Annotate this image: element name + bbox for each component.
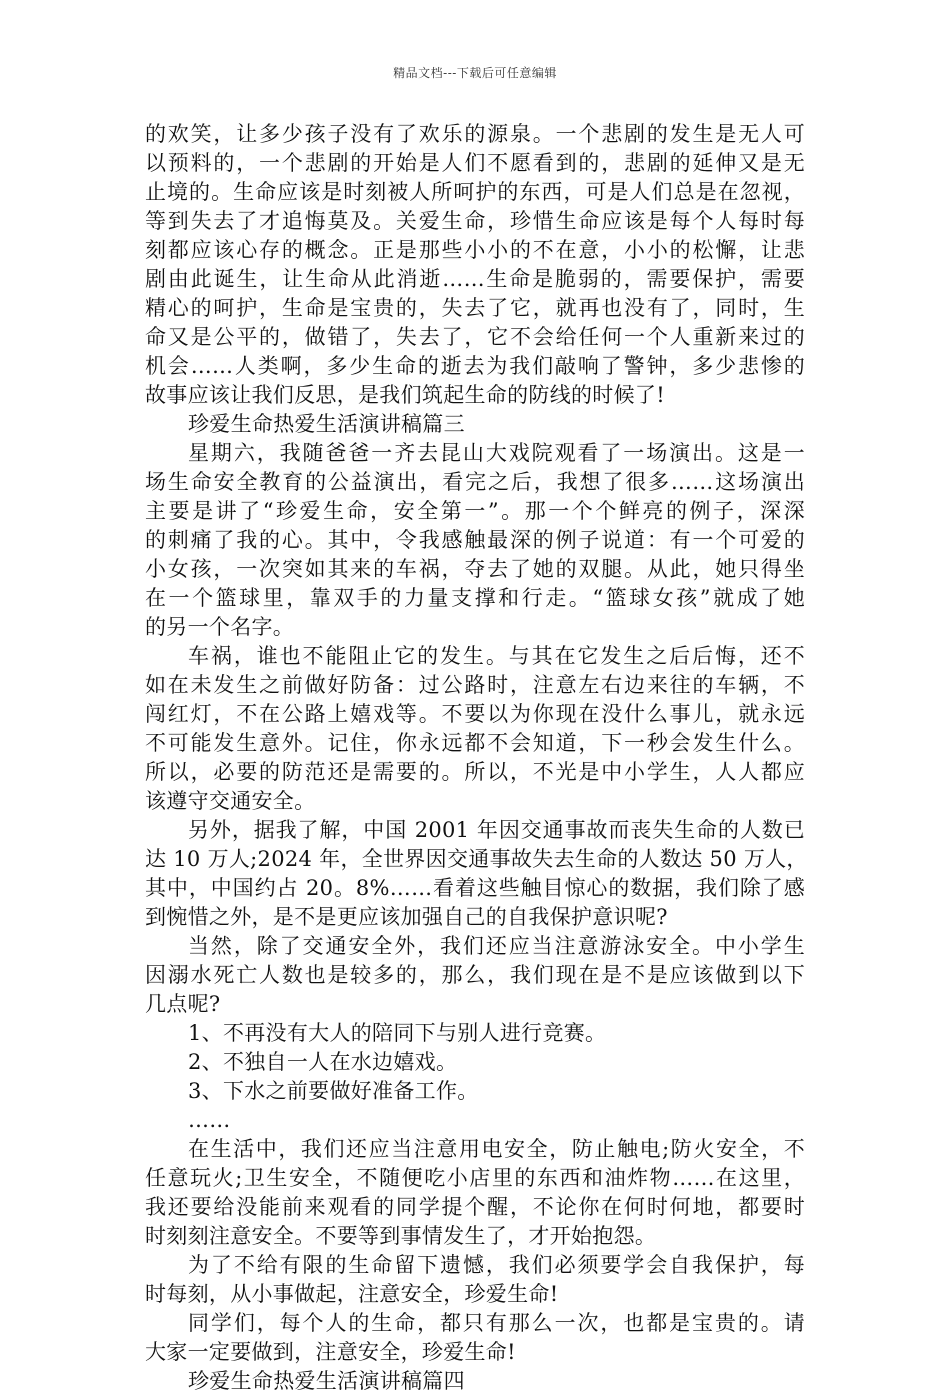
text-line: 3、下水之前要做好准备工作。 <box>188 1079 479 1103</box>
text-line: 车祸，谁也不能阻止它的发生。与其在它发生之后后悔，还不 <box>188 644 805 668</box>
text-line: 珍爱生命热爱生活演讲稿篇三 <box>188 412 465 436</box>
text-line: 场生命安全教育的公益演出，看完之后，我想了很多……这场演出 <box>145 470 805 494</box>
text-line: 同学们，每个人的生命，都只有那么一次，也都是宝贵的。请 <box>188 1311 805 1335</box>
text-line: 不可能发生意外。记住，你永远都不会知道，下一秒会发生什么。 <box>145 731 805 755</box>
text-line: 任意玩火;卫生安全，不随便吃小店里的东西和油炸物……在这里， <box>145 1166 805 1190</box>
text-line: 如在未发生之前做好防备：过公路时，注意左右边来往的车辆，不 <box>145 673 805 697</box>
text-line: 时刻刻注意安全。不要等到事情发生了，才开始抱怨。 <box>145 1224 657 1248</box>
text-line: 所以，必要的防范还是需要的。所以，不光是中小学生，人人都应 <box>145 760 805 784</box>
text-line: 小女孩，一次突如其来的车祸，夺去了她的双腿。从此，她只得坐 <box>145 557 805 581</box>
text-line: 达 10 万人;2024 年，全世界因交通事故失去生命的人数达 50 万人， <box>145 847 808 871</box>
text-line: 止境的。生命应该是时刻被人所呵护的东西，可是人们总是在忽视， <box>145 180 805 204</box>
text-line: 等到失去了才追悔莫及。关爱生命，珍惜生命应该是每个人每时每 <box>145 209 805 233</box>
text-line: 故事应该让我们反思，是我们筑起生命的防线的时候了! <box>145 383 665 407</box>
text-line: 珍爱生命热爱生活演讲稿篇四 <box>188 1369 465 1393</box>
text-line: 当然，除了交通安全外，我们还应当注意游泳安全。中小学生 <box>188 934 805 958</box>
text-line: 2、不独自一人在水边嬉戏。 <box>188 1050 458 1074</box>
text-line: 1、不再没有大人的陪同下与别人进行竞赛。 <box>188 1021 607 1045</box>
text-line: 精心的呵护，生命是宝贵的，失去了它，就再也没有了，同时，生 <box>145 296 805 320</box>
text-line: 以预料的，一个悲剧的开始是人们不愿看到的，悲剧的延伸又是无 <box>145 151 805 175</box>
page-header: 精品文档---下载后可任意编辑 <box>393 66 557 80</box>
text-line: 该遵守交通安全。 <box>145 789 316 813</box>
text-line: 闯红灯，不在公路上嬉戏等。不要以为你现在没什么事儿，就永远 <box>145 702 805 726</box>
text-line: …… <box>188 1108 231 1132</box>
text-line: 几点呢? <box>145 992 221 1016</box>
text-line: 在生活中，我们还应当注意用电安全，防止触电;防火安全，不 <box>188 1137 805 1161</box>
text-line: 在一个篮球里，靠双手的力量支撑和行走。“篮球女孩”就成了她 <box>145 586 805 610</box>
text-line: 刻都应该心存的概念。正是那些小小的不在意，小小的松懈，让悲 <box>145 238 805 262</box>
text-line: 其中，中国约占 20。8%……看着这些触目惊心的数据，我们除了感 <box>145 876 805 900</box>
text-line: 时每刻，从小事做起，注意安全，珍爱生命! <box>145 1282 559 1306</box>
text-line: 主要是讲了“珍爱生命，安全第一”。那一个个鲜亮的例子，深深 <box>145 499 805 523</box>
text-line: 的刺痛了我的心。其中，令我感触最深的例子说道：有一个可爱的 <box>145 528 805 552</box>
text-line: 到惋惜之外，是不是更应该加强自己的自我保护意识呢? <box>145 905 668 929</box>
text-line: 星期六，我随爸爸一齐去昆山大戏院观看了一场演出。这是一 <box>188 441 805 465</box>
document-body <box>145 120 808 1396</box>
text-line: 的另一个名字。 <box>145 615 295 639</box>
text-line: 为了不给有限的生命留下遗憾，我们必须要学会自我保护，每 <box>188 1253 805 1277</box>
text-line: 命又是公平的，做错了，失去了，它不会给任何一个人重新来过的 <box>145 325 805 349</box>
text-line: 剧由此诞生，让生命从此消逝……生命是脆弱的，需要保护，需要 <box>145 267 805 291</box>
text-line: 大家一定要做到，注意安全，珍爱生命! <box>145 1340 516 1364</box>
text-line: 我还要给没能前来观看的同学提个醒，不论你在何时何地，都要时 <box>145 1195 805 1219</box>
text-line: 因溺水死亡人数也是较多的，那么，我们现在是不是应该做到以下 <box>145 963 805 987</box>
text-line: 的欢笑，让多少孩子没有了欢乐的源泉。一个悲剧的发生是无人可 <box>145 122 805 146</box>
text-line: 另外，据我了解，中国 2001 年因交通事故而丧失生命的人数已 <box>188 818 805 842</box>
text-line: 机会……人类啊，多少生命的逝去为我们敲响了警钟，多少悲惨的 <box>145 354 805 378</box>
